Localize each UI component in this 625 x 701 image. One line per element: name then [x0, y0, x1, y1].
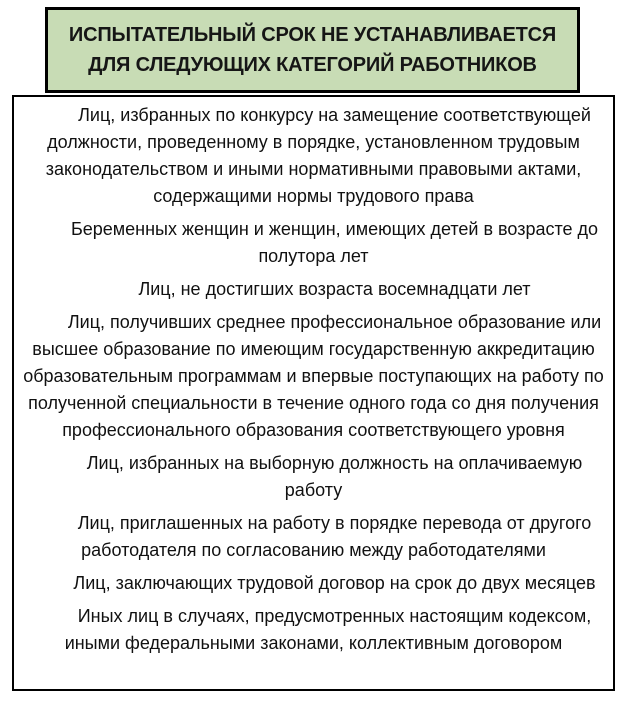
list-item: Иных лиц в случаях, предусмотренных настоящим кодексом, иными федеральными законами, коллективным договором: [64, 606, 592, 653]
list-item: Лиц, приглашенных на работу в порядке перевода от другого работодателя по согласованию между работодателями: [77, 513, 592, 560]
exceptions-list: [12, 95, 615, 691]
page-title-line-1: ИСПЫТАТЕЛЬНЫЙ СРОК НЕ УСТАНАВЛИВАЕТСЯ: [68, 24, 557, 46]
list-item: Беременных женщин и женщин, имеющих детей в возрасте до полутора лет: [70, 219, 599, 266]
list-item: Лиц, заключающих трудовой договор на срок до двух месяцев: [73, 573, 596, 593]
list-item: Лиц, получивших среднее профессиональное образование или высшее образование по имеющим государственную аккредитацию образовательным программам и впервые поступающих на работу по полученной специальности в течение одного года со дня получения профессионального образования соответствующего уровня: [23, 312, 604, 440]
header-box: [45, 7, 580, 93]
page-title-line-2: ДЛЯ СЛЕДУЮЩИХ КАТЕГОРИЙ РАБОТНИКОВ: [88, 54, 537, 76]
list-item: Лиц, не достигших возраста восемнадцати лет: [138, 279, 531, 299]
list-item: Лиц, избранных по конкурсу на замещение соответствующей должности, проведенному в порядке, установленном трудовым законодательством и иными нормативными правовыми актами, содержащими нормы трудового права: [45, 105, 591, 206]
list-item: Лиц, избранных на выборную должность на оплачиваемую работу: [86, 453, 583, 500]
